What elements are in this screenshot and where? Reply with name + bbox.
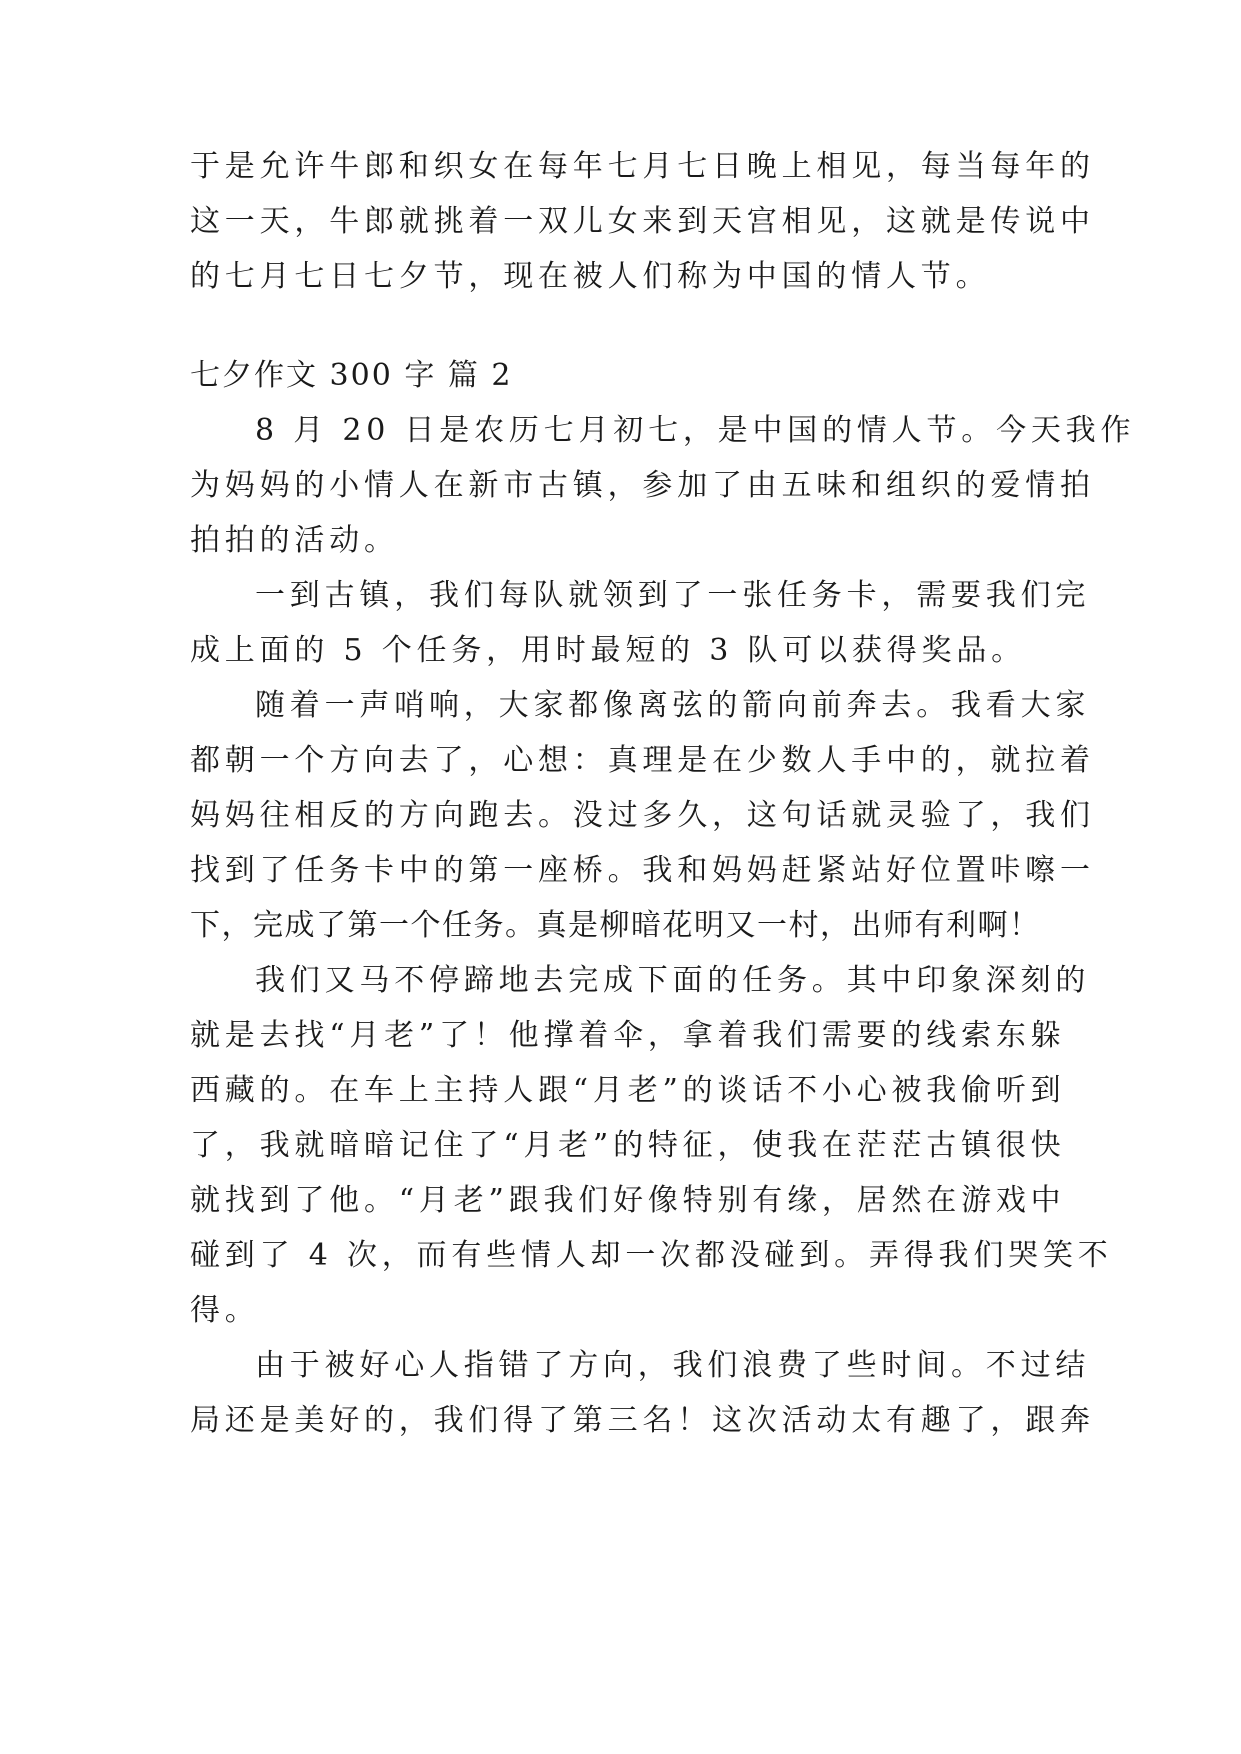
paragraph-line: 就是去找“月老”了！他撑着伞，拿着我们需要的线索东躲: [190, 1018, 1066, 1053]
paragraph-line: 拍拍的活动。: [190, 523, 399, 558]
paragraph-line: 得。: [190, 1293, 260, 1328]
section-heading: 七夕作文 300 字 篇 2: [190, 358, 513, 393]
paragraph-line: 局还是美好的，我们得了第三名！这次活动太有趣了，跟奔: [190, 1403, 1095, 1438]
paragraph-line: 碰到了 4 次，而有些情人却一次都没碰到。弄得我们哭笑不: [190, 1238, 1113, 1273]
intro-line: 于是允许牛郎和织女在每年七月七日晚上相见，每当每年的: [190, 149, 1095, 184]
paragraph-line: 就找到了他。“月老”跟我们好像特别有缘，居然在游戏中: [190, 1183, 1066, 1218]
paragraph-line: 西藏的。在车上主持人跟“月老”的谈话不小心被我偷听到: [190, 1073, 1066, 1108]
paragraph-line: 由于被好心人指错了方向，我们浪费了些时间。不过结: [255, 1348, 1091, 1383]
paragraph-line: 找到了任务卡中的第一座桥。我和妈妈赶紧站好位置咔嚓一: [190, 853, 1095, 888]
paragraph-line: 成上面的 5 个任务，用时最短的 3 队可以获得奖品。: [190, 633, 1026, 668]
paragraph-line: 妈妈往相反的方向跑去。没过多久，这句话就灵验了，我们: [190, 798, 1095, 833]
paragraph-line: 为妈妈的小情人在新市古镇，参加了由五味和组织的爱情拍: [190, 468, 1095, 503]
paragraph-line: 一到古镇，我们每队就领到了一张任务卡，需要我们完: [255, 578, 1091, 613]
paragraph-line: 我们又马不停蹄地去完成下面的任务。其中印象深刻的: [255, 963, 1091, 998]
paragraph-line: 8 月 20 日是农历七月初七，是中国的情人节。今天我作: [255, 413, 1136, 448]
intro-line: 这一天，牛郎就挑着一双儿女来到天宫相见，这就是传说中: [190, 204, 1095, 239]
paragraph-line: 随着一声哨响，大家都像离弦的箭向前奔去。我看大家: [255, 688, 1091, 723]
paragraph-line: 都朝一个方向去了，心想：真理是在少数人手中的，就拉着: [190, 743, 1095, 778]
paragraph-line: 了，我就暗暗记住了“月老”的特征，使我在茫茫古镇很快: [190, 1128, 1066, 1163]
paragraph-line: 下，完成了第一个任务。真是柳暗花明又一村，出师有利啊！: [190, 908, 1041, 943]
intro-line: 的七月七日七夕节，现在被人们称为中国的情人节。: [190, 259, 991, 294]
